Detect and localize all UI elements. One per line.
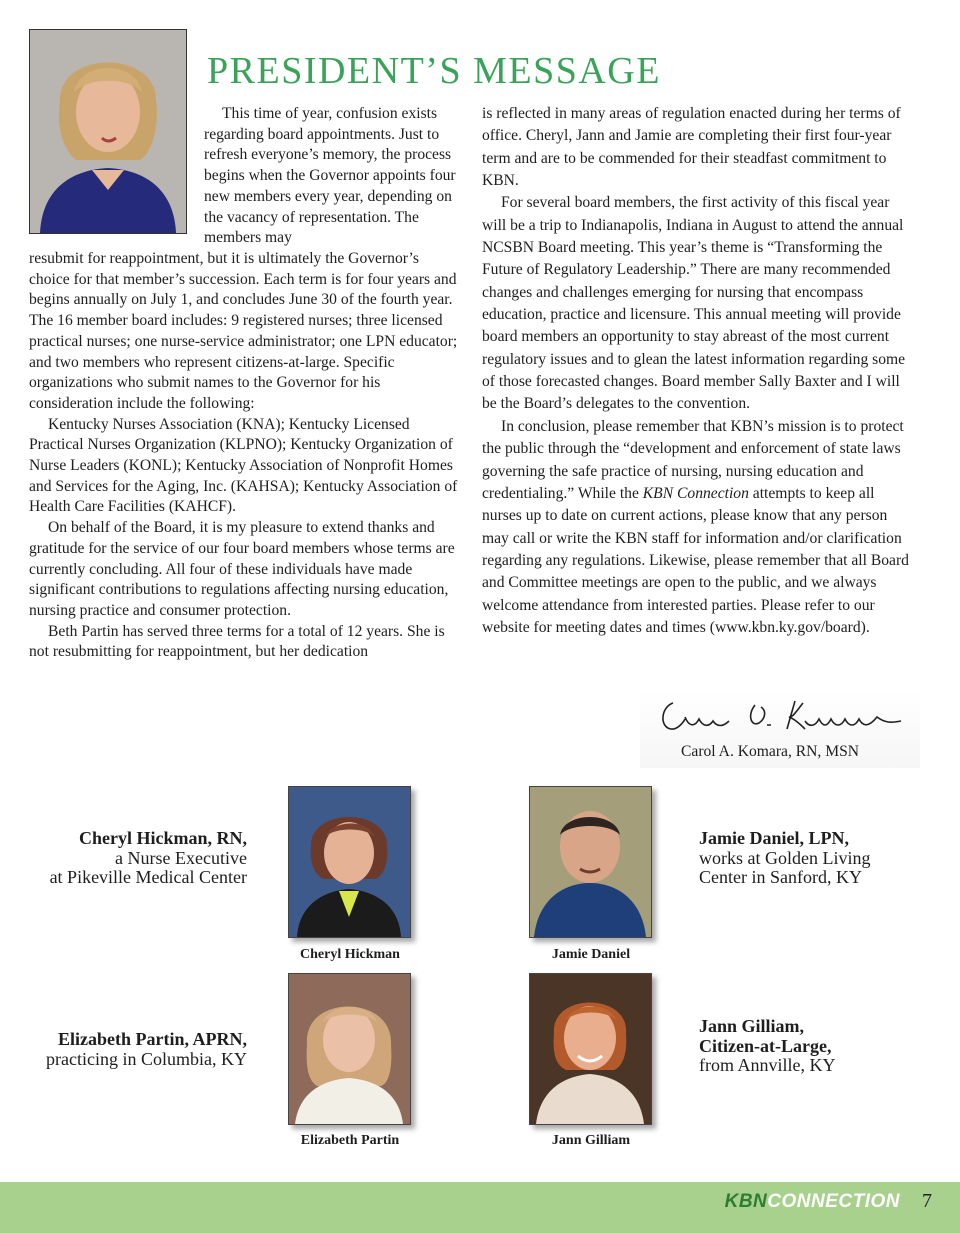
member-photo-cheryl-hickman [288,786,411,938]
signature-name: Carol A. Komara, RN, MSN [681,743,860,760]
member-bio-jann-gilliam: Jann Gilliam, Citizen-at-Large, from Annville, KY [699,1016,836,1075]
page-number: 7 [922,1190,932,1212]
member-bio-elizabeth-partin: Elizabeth Partin, APRN, practicing in Columbia, KY [46,1029,247,1069]
paragraph: For several board members, the first activity of this fiscal year will be a trip to Indianapolis, Indiana in August to attend the annual NCSBN Board meeting. This year’s theme is “Transforming the Future of Regulatory Leadership.” There are many recommended changes and challenges emerging for nursing that encompass education, practice and licensure. This annual meeting will provide board members an opportunity to stay abreast of the most current regulatory issues and to glean the latest information regarding some of those forecasted changes. Board member Sally Baxter and I will be the Board’s delegates to the convention. [482,194,906,413]
photo-caption: Cheryl Hickman [300,947,400,962]
photo-caption: Elizabeth Partin [300,1133,400,1148]
photo-caption: Jann Gilliam [551,1133,631,1148]
page-title: PRESIDENT’S MESSAGE [207,50,661,92]
president-photo [29,29,187,234]
paragraph: is reflected in many areas of regulation enacted during her terms of office. Cheryl, Jann and Jamie are completing their first four-year term and are to be commended for their steadfast commitment to KBN. [482,105,901,190]
member-photo-elizabeth-partin [288,973,411,1125]
member-photo-jann-gilliam [529,973,652,1125]
member-bio-cheryl-hickman: Cheryl Hickman, RN, a Nurse Executive at Pikeville Medical Center [49,828,247,887]
left-column-body [29,249,458,663]
member-bio-jamie-daniel: Jamie Daniel, LPN, works at Golden Living Center in Sanford, KY [699,828,871,887]
kbn-connection-logo: KBNCONNECTION [724,1191,900,1212]
handwritten-signature [655,693,905,738]
right-column-body [482,103,912,639]
member-photo-jamie-daniel [529,786,652,938]
paragraph: On behalf of the Board, it is my pleasure to extend thanks and gratitude for the service of our four board members whose terms are currently concluding. All four of these individuals have made significant contributions to regulations affecting nursing education, nursing practice and consumer protection. [29,519,455,619]
paragraph: Kentucky Nurses Association (KNA); Kentucky Licensed Practical Nurses Organization (KLPNO); Kentucky Organization of Nurse Leaders (KONL); Kentucky Association of Nonprofit Homes and Services for the Aging, Inc. (KAHSA); Kentucky Association of Health Care Facilities (KAHCF). [29,415,458,516]
photo-caption: Jamie Daniel [551,947,631,962]
paragraph: In conclusion, please remember that KBN’s mission is to protect the public through the “development and enforcement of state laws governing the safe practice of nursing, nursing education and credentialing.” While the KBN Connection attempts to keep all nurses up to date on current actions, please know that any person may call or write the KBN staff for information and/or clarification regarding any regulations. Likewise, please remember that all Board and Committee meetings are open to the public, and we always welcome attendance from interested parties. Please refer to our website for meeting dates and times (www.kbn.ky.gov/board). [482,417,909,636]
paragraph: resubmit for reappointment, but it is ultimately the Governor’s choice for that member’s succession. Each term is for four years and begins annually on July 1, and concludes June 30 of the fourth year. The 16 member board includes: 9 registered nurses; three licensed practical nurses; one nurse-service administrator; one LPN educator; and two members who represent citizens-at-large. Specific organizations who submit names to the Governor for his consideration include the following: [29,250,458,412]
publication-name: KBN Connection [642,484,749,502]
paragraph: Beth Partin has served three terms for a total of 12 years. She is not resubmitting for reappointment, but her dedication [29,622,445,661]
intro-paragraph: This time of year, confusion exists regarding board appointments. Just to refresh everyone’s memory, the process begins when the Governor appoints four new members every year, depending on the vacancy of representation. The members may [204,105,456,247]
